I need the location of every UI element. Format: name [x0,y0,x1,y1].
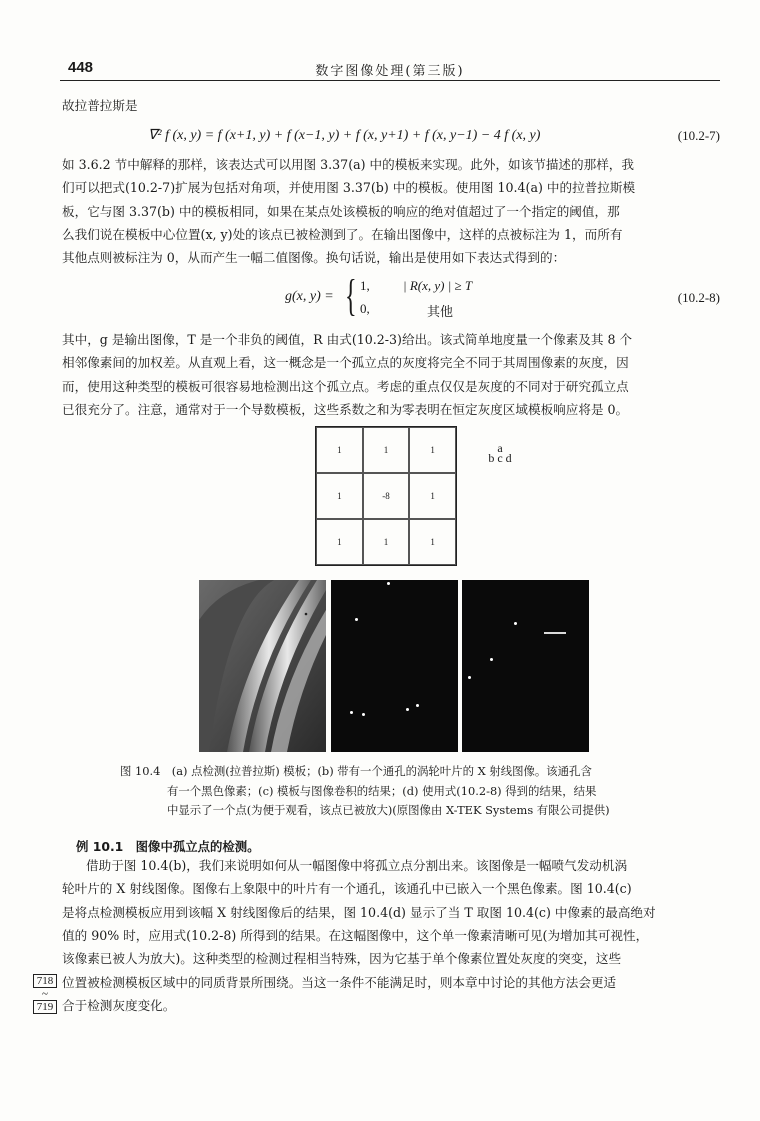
mask-cell: 1 [409,473,456,519]
page-header [60,57,720,81]
xray-illustration [199,580,326,752]
detected-point [514,622,517,625]
panel-label-bcd: b c d [488,451,512,465]
figure-caption-line: 有一个黑色像素；(c) 模板与图像卷积的结果；(d) 使用式(10.2-8) 得到的结果，结果 [167,784,597,798]
mask-cell: 1 [316,519,363,565]
paragraph-2-line: 已很充分了。注意，通常对于一个导数模板，这些系数之和为零表明在恒定灰度区域模板响应将是 0。 [62,402,629,417]
bright-point [362,713,365,716]
original-page-top: 718 [33,974,57,988]
case-1-condition: | R(x, y) | ≥ T [403,278,473,293]
equation-10-2-7: ∇² f (x, y) = f (x+1, y) + f (x−1, y) + f (x, y+1) + f (x, y−1) − 4 f (x, y) [148,128,541,143]
mask-cell: 1 [316,473,363,519]
paragraph-1-line: 么我们说在模板中心位置(x, y)处的该点已被检测到了。在输出图像中，这样的点被标注为 1，而所有 [62,227,623,242]
bright-point [387,582,390,585]
paragraph-1-line: 如 3.6.2 节中解释的那样，该表达式可以用图 3.37(a) 中的模板来实现。此外，如该节描述的那样，我 [62,157,634,172]
panel-label-a: a [497,441,503,455]
mask-cell: 1 [409,519,456,565]
equation-number-10-2-7: (10.2-7) [677,128,720,143]
mask-cell-center: -8 [363,473,410,519]
detected-point [490,658,493,661]
equation-brace: { [345,271,357,320]
detected-point [468,676,471,679]
mask-cell: 1 [363,427,410,473]
paragraph-2-line: 而，使用这种类型的模板可很容易地检测出这个孤立点。考虑的重点仅仅是灰度的不同对于研究孤立点 [62,379,629,394]
xray-turbine-blade-image [199,580,326,752]
original-page-reference [33,974,57,1014]
detected-point-streak [544,632,566,634]
mask-cell: 1 [316,427,363,473]
paragraph-2-line: 相邻像素间的加权差。从直观上看，这一概念是一个孤立点的灰度将完全不同于其周围像素的灰度，因 [62,355,629,370]
bright-point [406,708,409,711]
example-title: 例 10.1 图像中孤立点的检测。 [76,839,260,854]
figure-caption-line: 图 10.4 (a) 点检测(拉普拉斯) 模板；(b) 带有一个通孔的涡轮叶片的 X 射线图像。该通孔含 [120,764,592,778]
bright-point [350,711,353,714]
laplacian-mask-grid [315,426,457,566]
bright-point [355,618,358,621]
example-line: 合于检测灰度变化。 [62,998,176,1013]
example-line: 借助于图 10.4(b)，我们来说明如何从一幅图像中将孤立点分割出来。该图像是一幅喷气发动机涡 [86,858,628,873]
bright-point [416,704,419,707]
paragraph-1-line: 们可以把式(10.2-7)扩展为包括对角项，并使用图 3.37(b) 中的模板。使用图 10.4(a) 中的拉普拉斯模 [62,180,636,195]
intro-line: 故拉普拉斯是 [62,98,138,113]
paragraph-2-line: 其中，g 是输出图像，T 是一个非负的阈值，R 由式(10.2-3)给出。该式简单地度量一个像素及其 8 个 [62,332,633,347]
equation-10-2-8-lhs: g(x, y) = [285,289,334,304]
example-line: 是将点检测模板应用到该幅 X 射线图像后的结果，图 10.4(d) 显示了当 T 取图 10.4(c) 中像素的最高绝对 [62,905,656,920]
book-title: 数字图像处理(第三版) [315,64,465,79]
case-2-value: 0, [360,301,370,316]
page-number: 448 [68,59,94,76]
example-line: 值的 90% 时，应用式(10.2-8) 所得到的结果。在这幅图像中，这个单一像素清晰可见(为增加其可视性， [62,928,649,943]
example-line: 轮叶片的 X 射线图像。图像右上象限中的叶片有一个通孔，该通孔中已嵌入一个黑色像素。图 10.4(c) [62,881,632,896]
case-1-value: 1, [360,278,370,293]
example-line: 该像素已被人为放大)。这种类型的检测过程相当特殊，因为它基于单个像素位置处灰度的突变，这些 [62,951,622,966]
mask-cell: 1 [409,427,456,473]
equation-number-10-2-8: (10.2-8) [677,290,720,305]
convolution-result-image [331,580,458,752]
paragraph-1-line: 板，它与图 3.37(b) 中的模板相同，如果在某点处该模板的响应的绝对值超过了一个指定的阈值，那 [62,204,620,219]
mask-cell: 1 [363,519,410,565]
original-page-separator: ~ [42,988,48,1000]
original-page-bottom: 719 [33,1000,57,1014]
figure-caption-line: 中显示了一个点(为便于观看，该点已被放大)(原图像由 X-TEK Systems 有限公司提供) [167,803,610,817]
paragraph-1-line: 其他点则被标注为 0，从而产生一幅二值图像。换句话说，输出是使用如下表达式得到的： [62,250,566,265]
thresholded-result-image [462,580,589,752]
case-2-condition: 其他 [427,305,454,320]
example-line: 位置被检测模板区域中的同质背景所围绕。当这一条件不能满足时，则本章中讨论的其他方法会更适 [62,975,617,990]
panel-labels [478,443,522,463]
embedded-black-pixel [305,613,308,616]
